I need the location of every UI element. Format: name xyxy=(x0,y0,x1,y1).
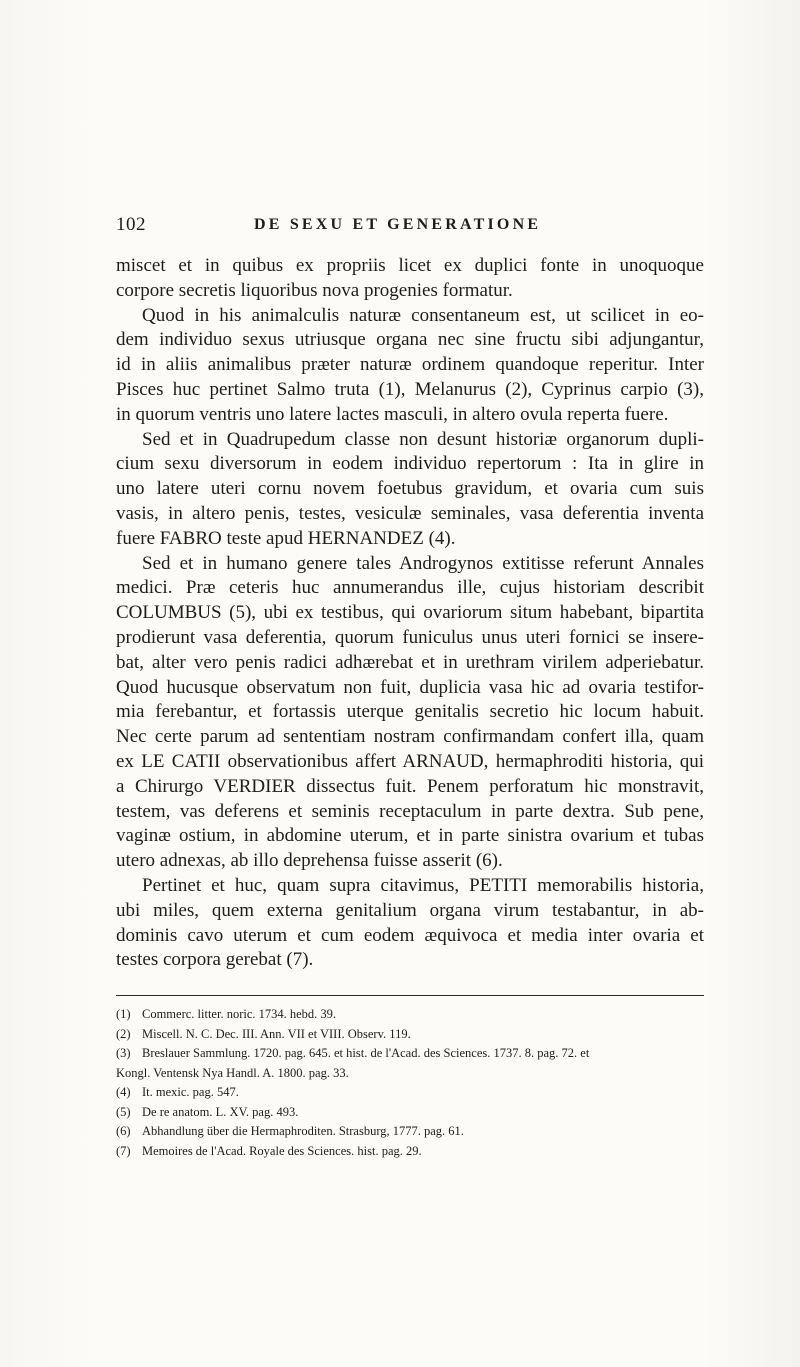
text-line: in quorum ventris uno latere lactes masculi, in altero ovula reperta fuere. xyxy=(116,403,669,425)
footnote-text: Kongl. Ventensk Nya Handl. A. 1800. pag. 33. xyxy=(116,1065,349,1080)
footnote xyxy=(116,1044,704,1064)
text-line: Pertinet et huc, quam supra citavimus, PETITI memorabilis historia, xyxy=(142,874,704,896)
text-line: vasis, in altero penis, testes, vesiculæ seminales, vasa deferentia inventa xyxy=(116,502,704,524)
text-line: Sed et in humano genere tales Androgynos extitisse referunt Annales xyxy=(142,552,704,574)
page-number: 102 xyxy=(116,214,146,235)
text-line: bat, alter vero penis radici adhærebat et in urethram virilem adperiebatur. xyxy=(116,651,704,673)
text-line: mia ferebantur, et fortassis uterque genitalis secretio hic locum habuit. xyxy=(116,701,704,723)
text-line: cium sexu diversorum in eodem individuo repertorum : Ita in glire in xyxy=(116,453,704,475)
footnote-rule xyxy=(116,995,704,996)
text-line: uno latere uteri cornu novem foetubus gravidum, et ovaria cum suis xyxy=(116,478,704,500)
footnote-text: Breslauer Sammlung. 1720. pag. 645. et hist. de l'Acad. des Sciences. 1737. 8. pag. 72. et xyxy=(142,1046,590,1060)
text-line: corpore secretis liquoribus nova progenies formatur. xyxy=(116,279,513,301)
paragraph xyxy=(116,874,704,973)
paragraph xyxy=(116,254,704,304)
footnote-number: (6) xyxy=(116,1124,131,1138)
footnote xyxy=(116,1005,704,1025)
text-line: dominis cavo uterum et cum eodem æquivoca et media inter ovaria et xyxy=(116,924,704,946)
footnotes xyxy=(116,1005,704,1161)
text-line: ubi miles, quem externa genitalium organa virum testabantur, in ab- xyxy=(116,899,704,921)
footnote-number: (1) xyxy=(116,1007,131,1021)
body-text xyxy=(116,254,704,973)
footnote xyxy=(116,1064,704,1084)
text-line: Pisces huc pertinet Salmo truta (1), Melanurus (2), Cyprinus carpio (3), xyxy=(116,378,704,400)
text-line: vaginæ ostium, in abdomine uterum, et in parte sinistra ovarium et tubas xyxy=(116,825,704,847)
text-line: COLUMBUS (5), ubi ex testibus, qui ovariorum situm habebant, bipartita xyxy=(116,602,704,624)
text-line: prodierunt vasa deferentia, quorum funiculus unus uteri fornici se insere- xyxy=(116,626,704,648)
footnote-text: Abhandlung über die Hermaphroditen. Strasburg, 1777. pag. 61. xyxy=(142,1124,464,1138)
footnote xyxy=(116,1142,704,1162)
footnote-text: Memoires de l'Acad. Royale des Sciences. hist. pag. 29. xyxy=(142,1143,422,1158)
footnote xyxy=(116,1083,704,1103)
text-line: testem, vas deferens et seminis receptaculum in parte dextra. Sub pene, xyxy=(116,800,704,822)
footnote-text: Miscell. N. C. Dec. III. Ann. VII et VIII. Observ. 119. xyxy=(142,1026,411,1041)
text-line: id in aliis animalibus præter naturæ ordinem quandoque reperitur. Inter xyxy=(116,354,704,376)
text-line: a Chirurgo VERDIER dissectus fuit. Penem perforatum hic monstravit, xyxy=(116,775,704,797)
text-line: Nec certe parum ad sententiam nostram confirmandam confert illa, quam xyxy=(116,726,704,748)
text-line: testes corpora gerebat (7). xyxy=(116,949,314,971)
footnote-text: De re anatom. L. XV. pag. 493. xyxy=(142,1104,299,1119)
page-header xyxy=(116,212,700,242)
text-line: dem individuo sexus utriusque organa nec sine fructu sibi adjungantur, xyxy=(116,329,704,351)
text-line: Sed et in Quadrupedum classe non desunt historiæ organorum dupli- xyxy=(142,428,704,450)
text-line: medici. Præ ceteris huc annumerandus ille, cujus historiam describit xyxy=(116,577,704,599)
footnote-text: It. mexic. pag. 547. xyxy=(142,1085,239,1099)
footnote xyxy=(116,1103,704,1123)
footnote xyxy=(116,1122,704,1142)
text-line: utero adnexas, ab illo deprehensa fuisse asserit (6). xyxy=(116,850,503,872)
paragraph xyxy=(116,304,704,428)
footnote-text: Commerc. litter. noric. 1734. hebd. 39. xyxy=(142,1007,337,1021)
text-line: ex LE CATII observationibus affert ARNAUD, hermaphroditi historia, qui xyxy=(116,750,704,772)
footnote-number: (2) xyxy=(116,1026,131,1041)
footnote-number: (4) xyxy=(116,1085,131,1099)
footnote-number: (7) xyxy=(116,1143,131,1158)
footnote-number: (3) xyxy=(116,1046,131,1060)
text-line: miscet et in quibus ex propriis licet ex duplici fonte in unoquoque xyxy=(116,255,704,276)
footnote xyxy=(116,1025,704,1045)
running-title: DE SEXU ET GENERATIONE xyxy=(254,216,542,233)
text-line: Quod in his animalculis naturæ consentaneum est, ut scilicet in eo- xyxy=(142,304,704,326)
paragraph xyxy=(116,428,704,552)
text-line: fuere FABRO teste apud HERNANDEZ (4). xyxy=(116,527,456,549)
text-line: Quod hucusque observatum non fuit, duplicia vasa hic ad ovaria testifor- xyxy=(116,676,704,698)
paragraph xyxy=(116,552,704,874)
footnote-number: (5) xyxy=(116,1104,131,1119)
